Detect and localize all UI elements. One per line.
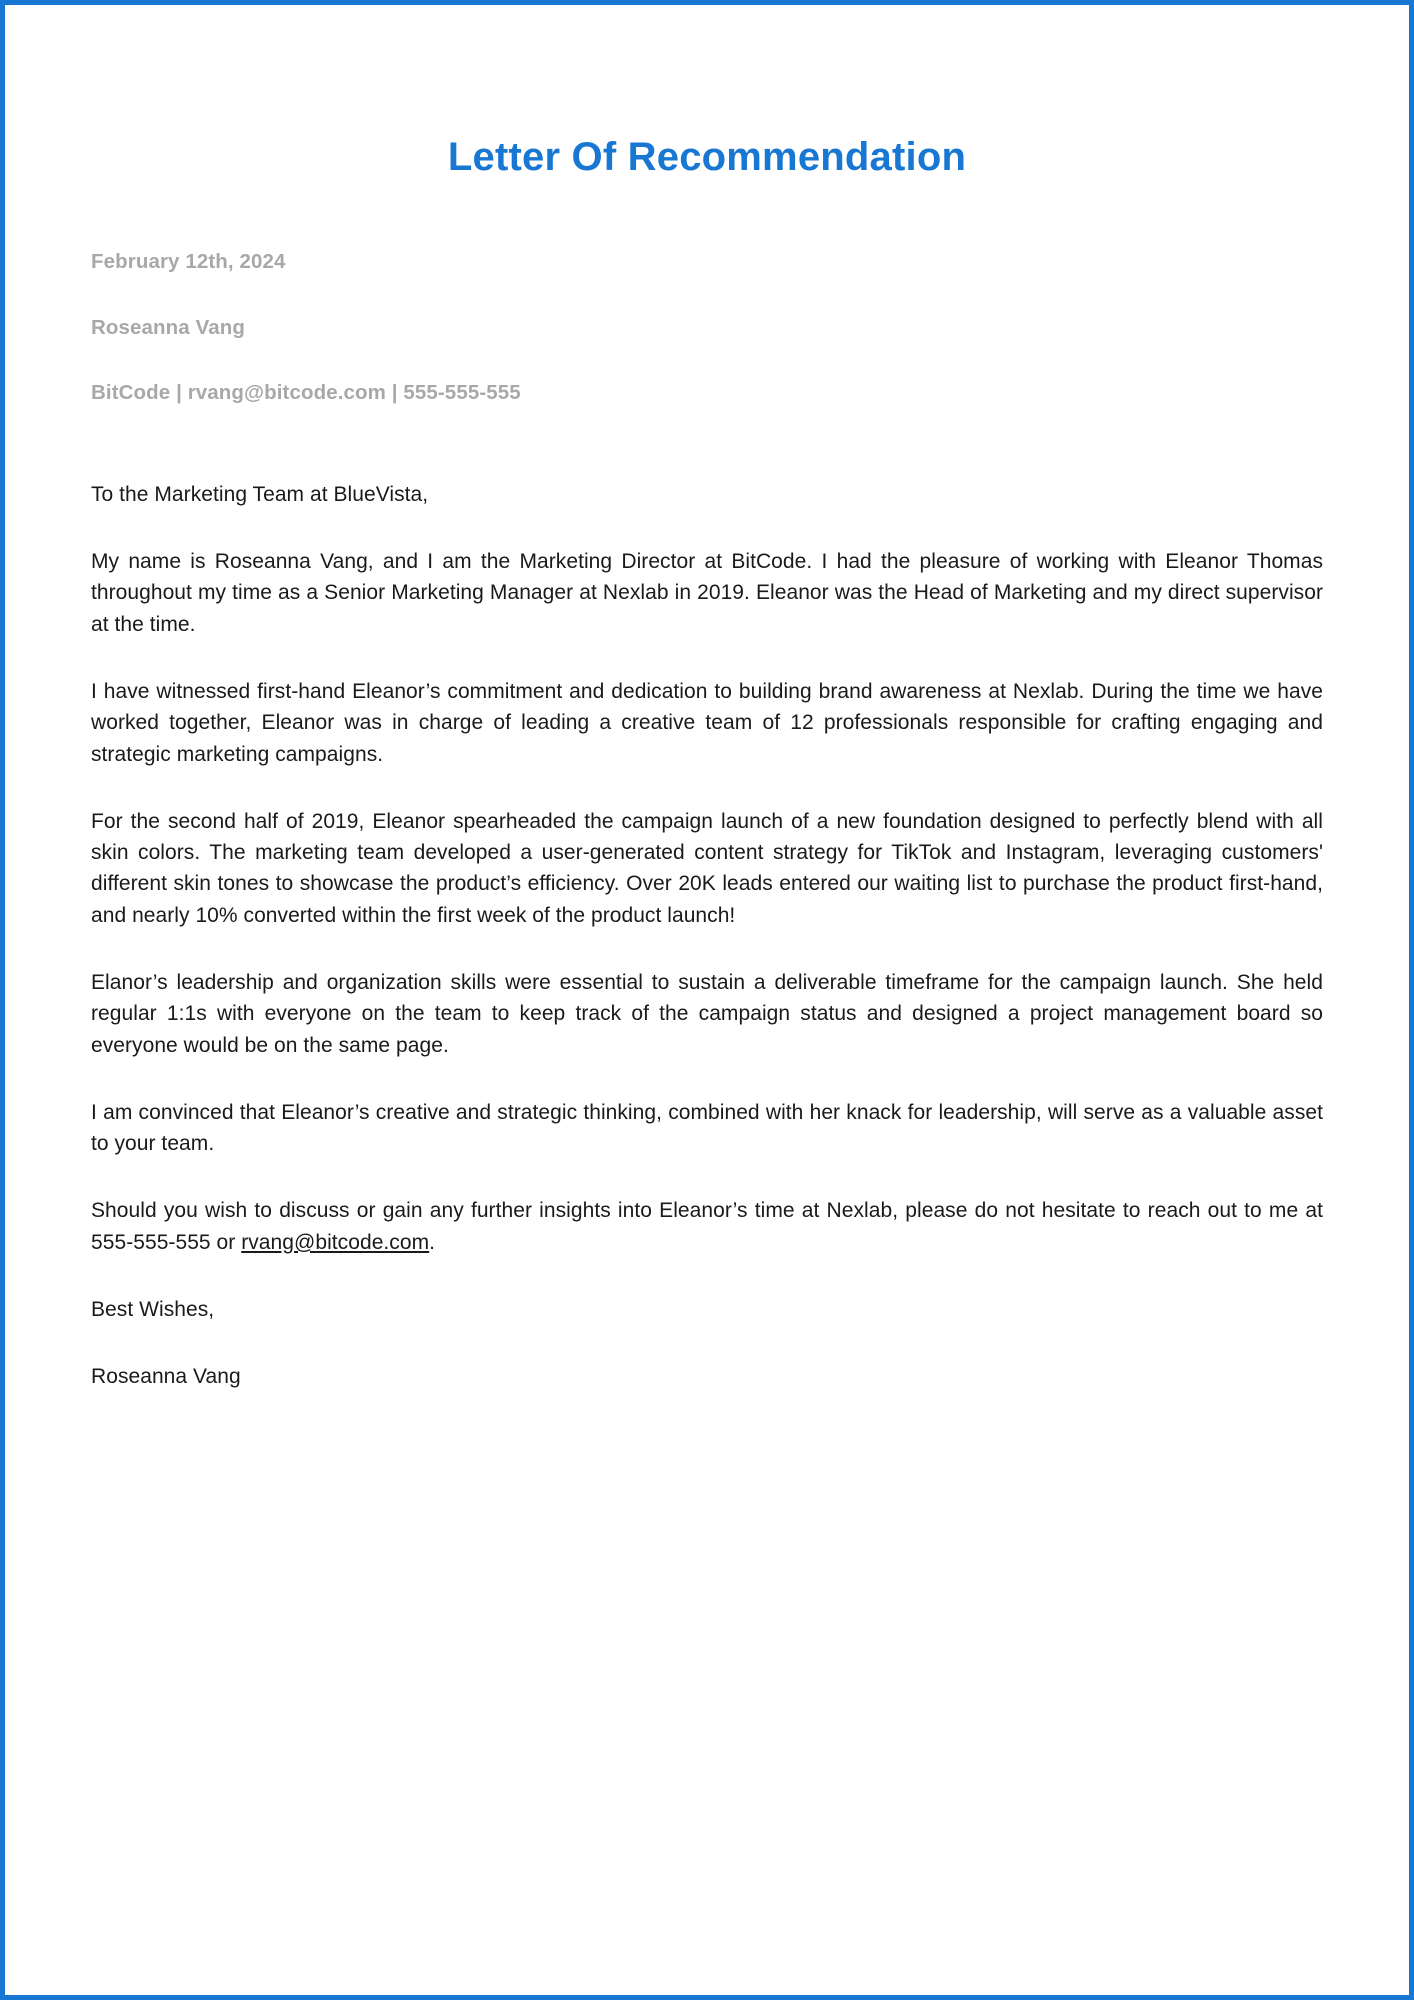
letter-header-block: [91, 249, 1323, 407]
closing-paragraph: [91, 1195, 1323, 1258]
sender-contact-line: BitCode | rvang@bitcode.com | 555-555-555: [91, 381, 521, 405]
sender-name: Roseanna Vang: [91, 315, 245, 339]
letter-body: [91, 479, 1323, 1393]
body-paragraph-1: My name is Roseanna Vang, and I am the Marketing Director at BitCode. I had the pleasure of working with Eleanor Thomas throughout my time as a Senior Marketing Manager at Nexlab in 2019. Eleanor was the Head of Marketing and my direct supervisor at the time.: [91, 550, 1323, 636]
email-link[interactable]: rvang@bitcode.com: [241, 1230, 430, 1254]
body-paragraph-5: I am convinced that Eleanor’s creative and strategic thinking, combined with her knack for leadership, will serve as a valuable asset to your team.: [91, 1100, 1323, 1156]
closing-text-before-link: Should you wish to discuss or gain any further insights into Eleanor’s time at Nexlab, please do not hesitate to reach out to me at 555-555-555 or: [91, 1199, 1323, 1254]
closing-text-after-link: .: [429, 1230, 436, 1254]
body-paragraph-2: I have witnessed first-hand Eleanor’s commitment and dedication to building brand awareness at Nexlab. During the time we have worked together, Eleanor was in charge of leading a creative team of 12 professionals responsible for crafting engaging and strategic marketing campaigns.: [91, 680, 1323, 766]
page-title: Letter Of Recommendation: [447, 135, 967, 179]
signature-name: Roseanna Vang: [91, 1365, 241, 1389]
salutation: To the Marketing Team at BlueVista,: [91, 482, 429, 506]
body-paragraph-3: For the second half of 2019, Eleanor spearheaded the campaign launch of a new foundation designed to perfectly blend with all skin colors. The marketing team developed a user-generated content strategy for TikTok and Instagram, leveraging customers' different skin tones to showcase the product’s efficiency. Over 20K leads entered our waiting list to purchase the product first-hand, and nearly 10% converted within the first week of the product launch!: [91, 809, 1323, 927]
letter-sheet: [5, 5, 1409, 1995]
sign-off: Best Wishes,: [91, 1297, 215, 1321]
letter-date: February 12th, 2024: [91, 250, 286, 273]
body-paragraph-4: Elanor’s leadership and organization skills were essential to sustain a deliverable timeframe for the campaign launch. She held regular 1:1s with everyone on the team to keep track of the campaign status and designed a project management board so everyone would be on the same page.: [91, 971, 1323, 1057]
